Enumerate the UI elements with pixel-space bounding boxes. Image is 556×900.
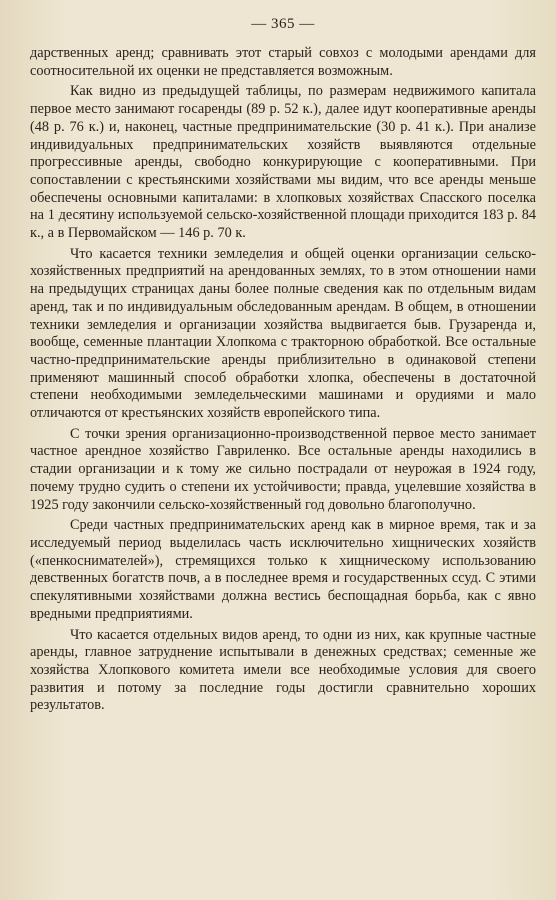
page-number: — 365 — (251, 16, 315, 32)
paragraph-organization: С точки зрения организационно-производственной первое место занимает частное арендное хозяйство Гавриленко. Все остальные аренды находились в стадии организации и к тому же сильно пострадали от неурожая в 1924 году, почему трудно судить о степени их устойчивости; правда, уцелевшие хозяйства в 1925 году закончили сельско-хозяйственный год довольно благополучно. (30, 425, 536, 513)
paragraph-predatory: Среди частных предпринимательских аренд как в мирное время, так и за исследуемый период выделилась часть исключительно хищнических хозяйств («пенкоснимателей»), стремящихся только к хищническому использованию девственных богатств почв, а в последнее время и государственных ссуд. С этими спекулятивными хозяйствами должна вестись беспощадная борьба, как с явно вредными предприятиями. (30, 517, 536, 622)
paragraph-types: Что касается отдельных видов аренд, то одни из них, как крупные частные аренды, главное затруднение испытывали в денежных средствах; семенные же хозяйства Хлопкового комитета имели все необходимые условия для своего развития и потому за последние годы достигли сравнительно хороших результатов. (30, 626, 536, 714)
paragraph-technique: Что касается техники земледелия и общей оценки организации сельско-хозяйственных предприятий на арендованных землях, то в этом отношении нами на предыдущих страницах даны более полные сведения как по отдельным видам аренд, так и по индивидуальным обследованным арендам. В общем, в отношении техники земледелия и организации хозяйства выдвигается быв. Грузаренда и, вообще, семенные плантации Хлопкома с тракторною обработкой. Все остальные частно-предпринимательские аренды приблизительно в одинаковой степени применяют машинный способ обработки хлопка, обеспечены в достаточной степени необходимыми земледельческими машинами и орудиями и мало отличаются от крестьянских хозяйств европейского типа. (30, 245, 536, 422)
paragraph-continuation: дарственных аренд; сравнивать этот старый совхоз с молодыми арендами для соотносительной их оценки не представляется возможным. (30, 45, 536, 79)
paragraph-capital: Как видно из предыдущей таблицы, по размерам недвижимого капитала первое место занимают госаренды (89 р. 52 к.), далее идут кооперативные аренды (48 р. 76 к.) и, наконец, частные предпринимательские (30 р. 41 к.). При анализе индивидуальных предпринимательских хозяйств выявляются отдельные прогрессивные аренды, свободно конкурирующие с кооперативными. При сопоставлении с крестьянскими хозяйствами мы видим, что все аренды меньше обеспечены основными капиталами: в хлопковых хозяйствах Спасского поселка на 1 десятину используемой сельско-хозяйственной площади приходится 183 р. 84 к., а в Первомайском — 146 р. 70 к. (30, 83, 536, 242)
